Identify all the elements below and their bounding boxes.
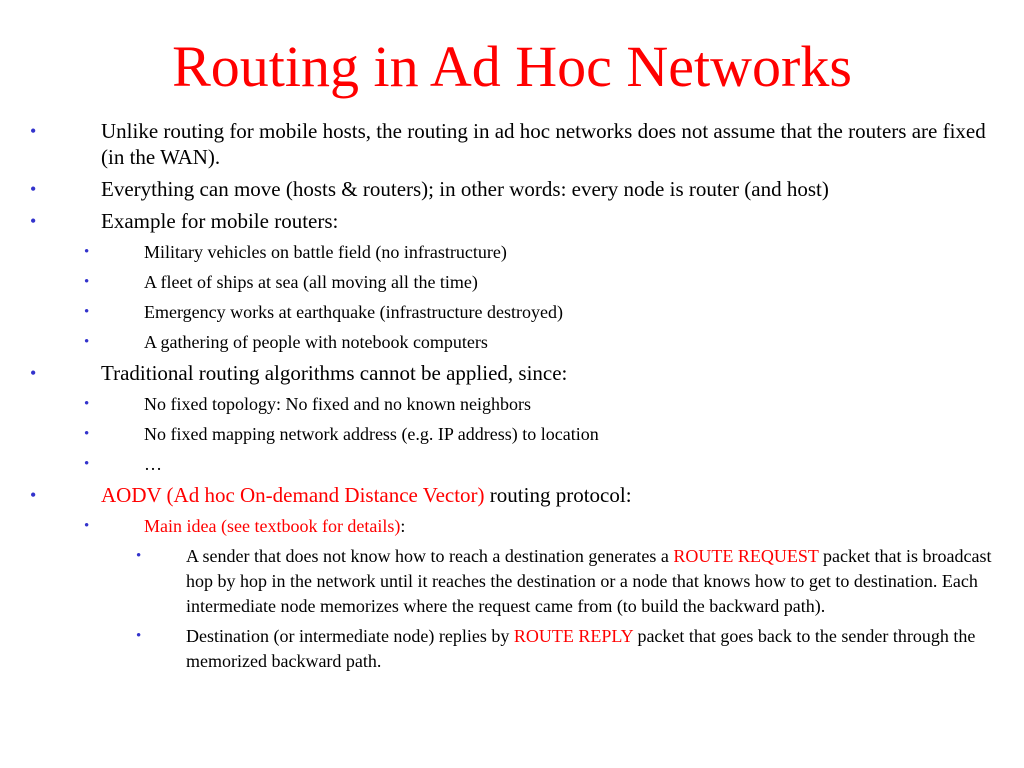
bullet-item — [0, 360, 1024, 386]
bullet-text: Traditional routing algorithms cannot be applied, since: — [101, 361, 568, 385]
bullet-text: Everything can move (hosts & routers); in other words: every node is router (and host) — [101, 177, 829, 201]
sub-sub-bullet-text — [186, 624, 1016, 674]
bullet-icon: • — [30, 211, 37, 231]
bullet-icon: • — [30, 179, 37, 199]
bullet-text: Unlike routing for mobile hosts, the routing in ad hoc networks does not assume that the routers are fixed (in the WAN). — [101, 119, 986, 169]
slide-title: Routing in Ad Hoc Networks — [172, 34, 852, 99]
bullet-item — [0, 482, 1024, 508]
sub-bullet-text: … — [144, 454, 162, 474]
sub-bullet-item — [0, 300, 1024, 324]
bullet-icon: • — [30, 485, 37, 505]
sub-bullet-item — [0, 330, 1024, 354]
bullet-item — [0, 118, 1024, 170]
bullet-text-rest: routing protocol: — [484, 483, 632, 507]
text-part: A sender that does not know how to reach a destination generates a — [186, 546, 674, 566]
bullet-text: Example for mobile routers: — [101, 209, 339, 233]
main-idea-highlight: Main idea (see textbook for details) — [144, 516, 401, 536]
sub-bullet-text: A gathering of people with notebook computers — [144, 332, 488, 352]
sub-bullet-item — [0, 514, 1024, 538]
bullet-item — [0, 176, 1024, 202]
bullet-icon: • — [84, 244, 90, 260]
bullet-icon: • — [84, 304, 90, 320]
bullet-icon: • — [136, 628, 142, 644]
bullet-icon: • — [84, 518, 90, 534]
bullet-icon: • — [136, 548, 142, 564]
sub-bullet-text: A fleet of ships at sea (all moving all the time) — [144, 272, 478, 292]
bullet-list — [0, 118, 1024, 679]
bullet-icon: • — [84, 396, 90, 412]
bullet-icon: • — [84, 334, 90, 350]
sub-bullet-text: Military vehicles on battle field (no infrastructure) — [144, 242, 507, 262]
route-request-highlight: ROUTE REQUEST — [673, 546, 819, 566]
sub-sub-bullet-text — [186, 544, 1016, 619]
text-part: packet that goes back to the sender through the memorized backward path. — [186, 626, 976, 671]
sub-sub-bullet-item — [0, 624, 1024, 674]
sub-bullet-item — [0, 240, 1024, 264]
bullet-icon: • — [84, 274, 90, 290]
sub-bullet-item — [0, 452, 1024, 476]
sub-bullet-text — [144, 514, 1004, 538]
sub-bullet-item — [0, 270, 1024, 294]
sub-sub-bullet-item — [0, 544, 1024, 619]
sub-bullet-text-rest: : — [400, 516, 406, 536]
route-reply-highlight: ROUTE REPLY — [513, 626, 633, 646]
sub-bullet-text: No fixed topology: No fixed and no known neighbors — [144, 394, 531, 414]
sub-bullet-item — [0, 422, 1024, 446]
bullet-text — [101, 482, 1011, 508]
text-part: Destination (or intermediate node) replies by — [186, 626, 514, 646]
aodv-highlight: AODV (Ad hoc On-demand Distance Vector) — [101, 483, 485, 507]
bullet-icon: • — [84, 456, 90, 472]
bullet-icon: • — [84, 426, 90, 442]
sub-bullet-item — [0, 392, 1024, 416]
bullet-item — [0, 208, 1024, 234]
text-part: packet that is broadcast hop by hop in the network until it reaches the destination or a node that knows how to get to destination. Each intermediate node memorizes where the request came from (to build the backward path). — [186, 546, 992, 616]
bullet-icon: • — [30, 363, 37, 383]
bullet-icon: • — [30, 121, 37, 141]
sub-bullet-text: No fixed mapping network address (e.g. IP address) to location — [144, 424, 599, 444]
sub-bullet-text: Emergency works at earthquake (infrastructure destroyed) — [144, 302, 563, 322]
